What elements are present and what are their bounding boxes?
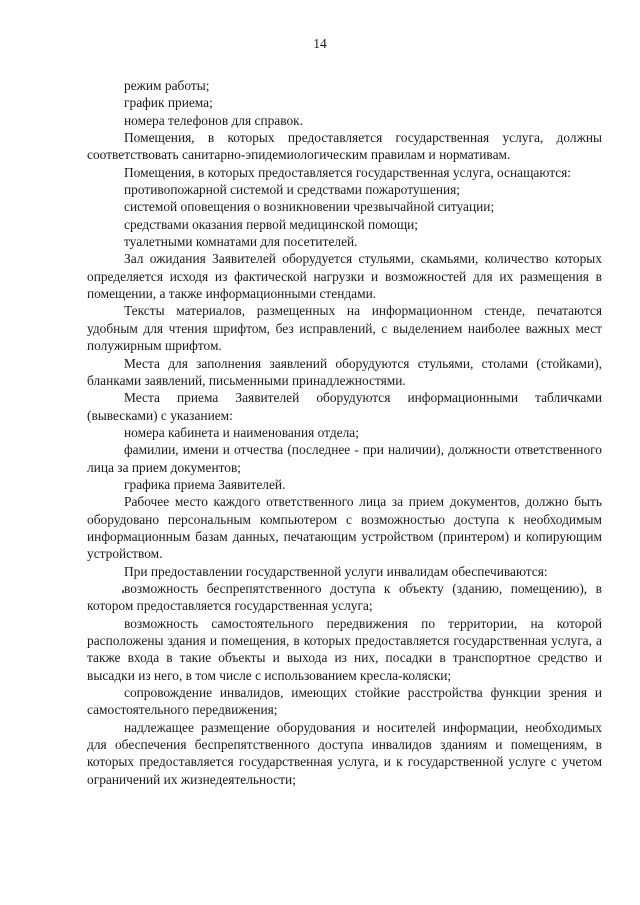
list-item-alert-system: системой оповещения о возникновении чрезвычайной ситуации; — [124, 199, 495, 215]
document-body — [87, 77, 602, 788]
list-item-accompaniment: сопровождение инвалидов, имеющих стойкие расстройства функции зрения и самостоятельного передвижения; — [87, 685, 602, 718]
list-item-restrooms: туалетными комнатами для посетителей. — [124, 234, 358, 250]
paragraph-premises-equipped: Помещения, в которых предоставляется государственная услуга, оснащаются: — [124, 164, 572, 180]
list-item-first-aid: средствами оказания первой медицинской помощи; — [124, 216, 419, 232]
list-item-reception-schedule-applicants: графика приема Заявителей. — [124, 476, 286, 492]
paragraph-disabled-provisions: При предоставлении государственной услуги инвалидам обеспечиваются: — [124, 563, 548, 579]
list-item-equipment-placement: надлежащее размещение оборудования и носителей информации, необходимых для обеспечения беспрепятственного доступа инвалидов зданиям и помещениям, в которых предоставляется государственная услуга, и к государственной услуге с учетом ограничений их жизнедеятельности; — [87, 719, 602, 787]
paragraph-reception-places: Места приема Заявителей оборудуются информационными табличками (вывесками) с указанием: — [87, 390, 602, 423]
list-item-reception-schedule: график приема; — [124, 95, 213, 111]
paragraph-workplace: Рабочее место каждого ответственного лица за прием документов, должно быть оборудовано персональным компьютером с возможностью доступа к необходимым информационным базам данных, печатающим устройством (принтером) и копирующим устройством. — [87, 494, 602, 562]
paragraph-premises-sanitary: Помещения, в которых предоставляется государственная услуга, должны соответствовать санитарно-эпидемиологическим правилам и нормативам. — [87, 130, 602, 163]
list-item-work-hours: режим работы; — [124, 78, 210, 93]
paragraph-waiting-hall: Зал ожидания Заявителей оборудуется стульями, скамьями, количество которых определяется исходя из фактической нагрузки и возможностей для их размещения в помещении, а также информационными стендами. — [87, 251, 602, 302]
list-item-fire-system: противопожарной системой и средствами пожаротушения; — [124, 182, 461, 198]
page-number: 14 — [313, 36, 327, 51]
list-item-access-to-object: возможность беспрепятственного доступа к объекту (зданию, помещению), в котором предоставляется государственная услуга; — [87, 580, 602, 614]
paragraph-form-filling-places: Места для заполнения заявлений оборудуются стульями, столами (стойками), бланками заявлений, письменными принадлежностями. — [87, 355, 602, 388]
scan-speck — [122, 590, 124, 593]
list-item-office-number: номера кабинета и наименования отдела; — [124, 424, 359, 440]
list-item-independent-movement: возможность самостоятельного передвижения по территории, на которой расположены здания и помещения, в которых предоставляется государственная услуга, а также входа в такие объекты и выхода из них, посадки в транспортное средство и высадки из него, в том числе с использованием кресла-коляски; — [87, 615, 602, 683]
list-item-phone-numbers: номера телефонов для справок. — [124, 112, 304, 128]
paragraph-stand-texts: Тексты материалов, размещенных на информационном стенде, печатаются удобным для чтения шрифтом, без исправлений, с выделением наиболее важных мест полужирным шрифтом. — [87, 303, 602, 354]
list-item-responsible-name: фамилии, имени и отчества (последнее - при наличии), должности ответственного лица за прием документов; — [87, 442, 602, 475]
